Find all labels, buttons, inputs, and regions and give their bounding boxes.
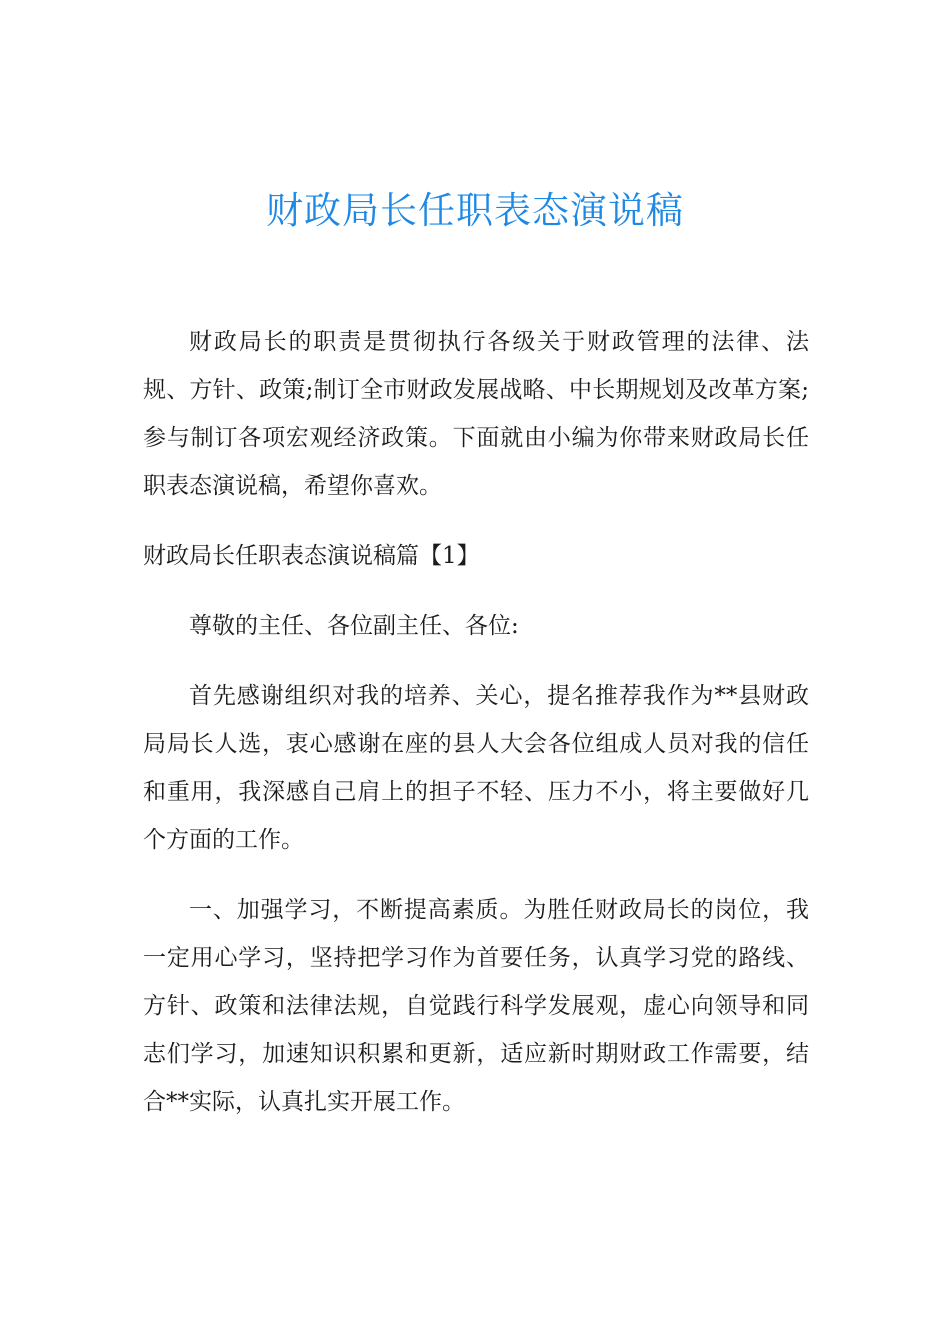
document-title: 财政局长任职表态演说稿 [266, 189, 684, 232]
body-paragraph-1: 首先感谢组织对我的培养、关心，提名推荐我作为**县财政局局长人选，衷心感谢在座的县人大会各位组成人员对我的信任和重用，我深感自己肩上的担子不轻、压力不小，将主要做好几个方面的工作。 [143, 683, 809, 853]
document-body [143, 318, 809, 1126]
intro-paragraph: 财政局长的职责是贯彻执行各级关于财政管理的法律、法规、方针、政策;制订全市财政发展战略、中长期规划及改革方案;参与制订各项宏观经济政策。下面就由小编为你带来财政局长任职表态演说稿，希望你喜欢。 [143, 329, 809, 499]
salutation-paragraph: 尊敬的主任、各位副主任、各位: [189, 613, 519, 639]
body-paragraph-2: 一、加强学习，不断提高素质。为胜任财政局长的岗位，我一定用心学习，坚持把学习作为首要任务，认真学习党的路线、方针、政策和法律法规，自觉践行科学发展观，虚心向领导和同志们学习，加速知识积累和更新，适应新时期财政工作需要，结合**实际，认真扎实开展工作。 [143, 897, 809, 1115]
section-heading: 财政局长任职表态演说稿篇【1】 [143, 543, 480, 569]
